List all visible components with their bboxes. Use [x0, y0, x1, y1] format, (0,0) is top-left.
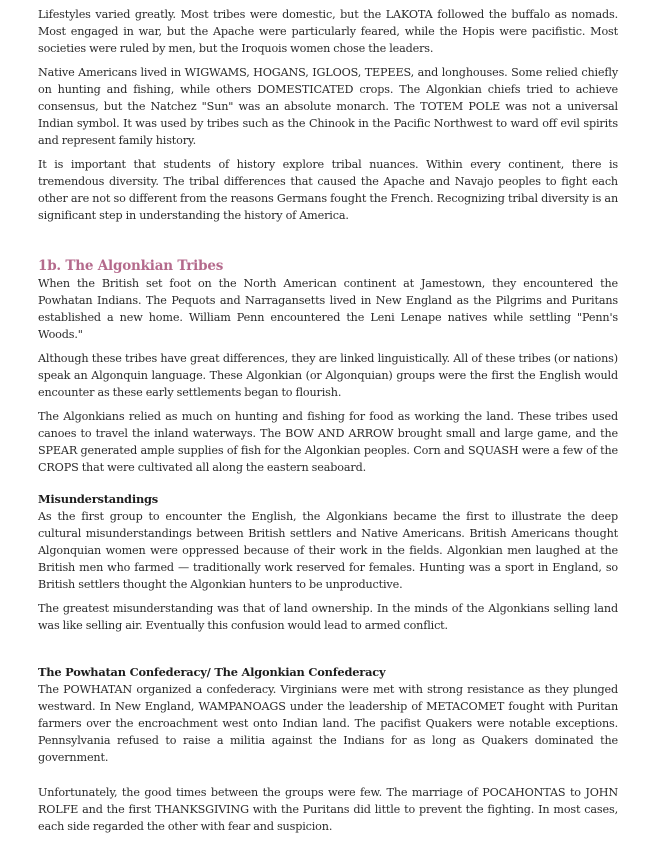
- powhatan-paragraph-fear: Unfortunately, the good times between the groups were few. The marriage of POCAHONTAS to JOHN ROLFE and the first THANKSGIVING with the Puritans did little to prevent the fighting. In most cases, each side regarded the other with fear and suspicion.: [38, 786, 618, 833]
- intro-paragraph-lifestyles: Lifestyles varied greatly. Most tribes were domestic, but the LAKOTA followed the buffalo as nomads. Most engaged in war, but the Apache were particularly feared, while the Hopis were pacifistic. Most societies were ruled by men, but the Iroquois women chose the leaders.: [38, 8, 618, 55]
- algonkian-paragraph-food: The Algonkians relied as much on hunting and fishing for food as working the land. These tribes used canoes to travel the inland waterways. The BOW AND ARROW brought small and large game, and the SPEAR generated ample supplies of fish for the Algonkian peoples. Corn and SQUASH were a few of the CROPS that were cultivated all along the eastern seaboard.: [38, 410, 618, 474]
- intro-paragraph-diversity: It is important that students of history explore tribal nuances. Within every continent, there is tremendous diversity. The tribal differences that caused the Apache and Navajo peoples to fight each other are not so different from the reasons Germans fought the French. Recognizing tribal diversity is an significant step in understanding the history of America.: [38, 158, 618, 222]
- misunderstandings-paragraph-land: The greatest misunderstanding was that of land ownership. In the minds of the Algonkians selling land was like selling air. Eventually this confusion would lead to armed conflict.: [38, 602, 618, 632]
- intro-paragraph-dwellings: Native Americans lived in WIGWAMS, HOGANS, IGLOOS, TEPEES, and longhouses. Some relied chiefly on hunting and fishing, while others DOMESTICATED crops. The Algonkian chiefs tried to achieve consensus, but the Natchez "Sun" was an absolute monarch. The TOTEM POLE was not a universal Indian symbol. It was used by tribes such as the Chinook in the Pacific Northwest to ward off evil spirits and represent family history.: [38, 66, 618, 147]
- powhatan-paragraph-confederacy: The POWHATAN organized a confederacy. Virginians were met with strong resistance as they plunged westward. In New England, WAMPANOAGS under the leadership of METACOMET fought with Puritan farmers over the encroachment west onto Indian land. The pacifist Quakers were notable exceptions. Pennsylvania refused to raise a militia against the Indians for as long as Quakers dominated the government.: [38, 683, 618, 764]
- section-title-algonkian: 1b. The Algonkian Tribes: [38, 258, 224, 274]
- subheading-misunderstandings: Misunderstandings: [38, 492, 159, 506]
- algonkian-paragraph-encounter: When the British set foot on the North American continent at Jamestown, they encountered the Powhatan Indians. The Pequots and Narragansetts lived in New England as the Pilgrims and Puritans established a new home. William Penn encountered the Leni Lenape natives while settling "Penn's Woods.": [38, 277, 618, 341]
- algonkian-paragraph-language: Although these tribes have great differences, they are linked linguistically. All of these tribes (or nations) speak an Algonquin language. These Algonkian (or Algonquian) groups were the first the English would encounter as these early settlements began to flourish.: [38, 352, 618, 399]
- misunderstandings-paragraph-culture: As the first group to encounter the English, the Algonkians became the first to illustrate the deep cultural misunderstandings between British settlers and Native Americans. British Americans thought Algonquian women were oppressed because of their work in the fields. Algonkian men laughed at the British men who farmed — traditionally work reserved for females. Hunting was a sport in England, so British settlers thought the Algonkian hunters to be unproductive.: [38, 510, 618, 591]
- subheading-powhatan-confederacy: The Powhatan Confederacy/ The Algonkian Confederacy: [38, 665, 386, 679]
